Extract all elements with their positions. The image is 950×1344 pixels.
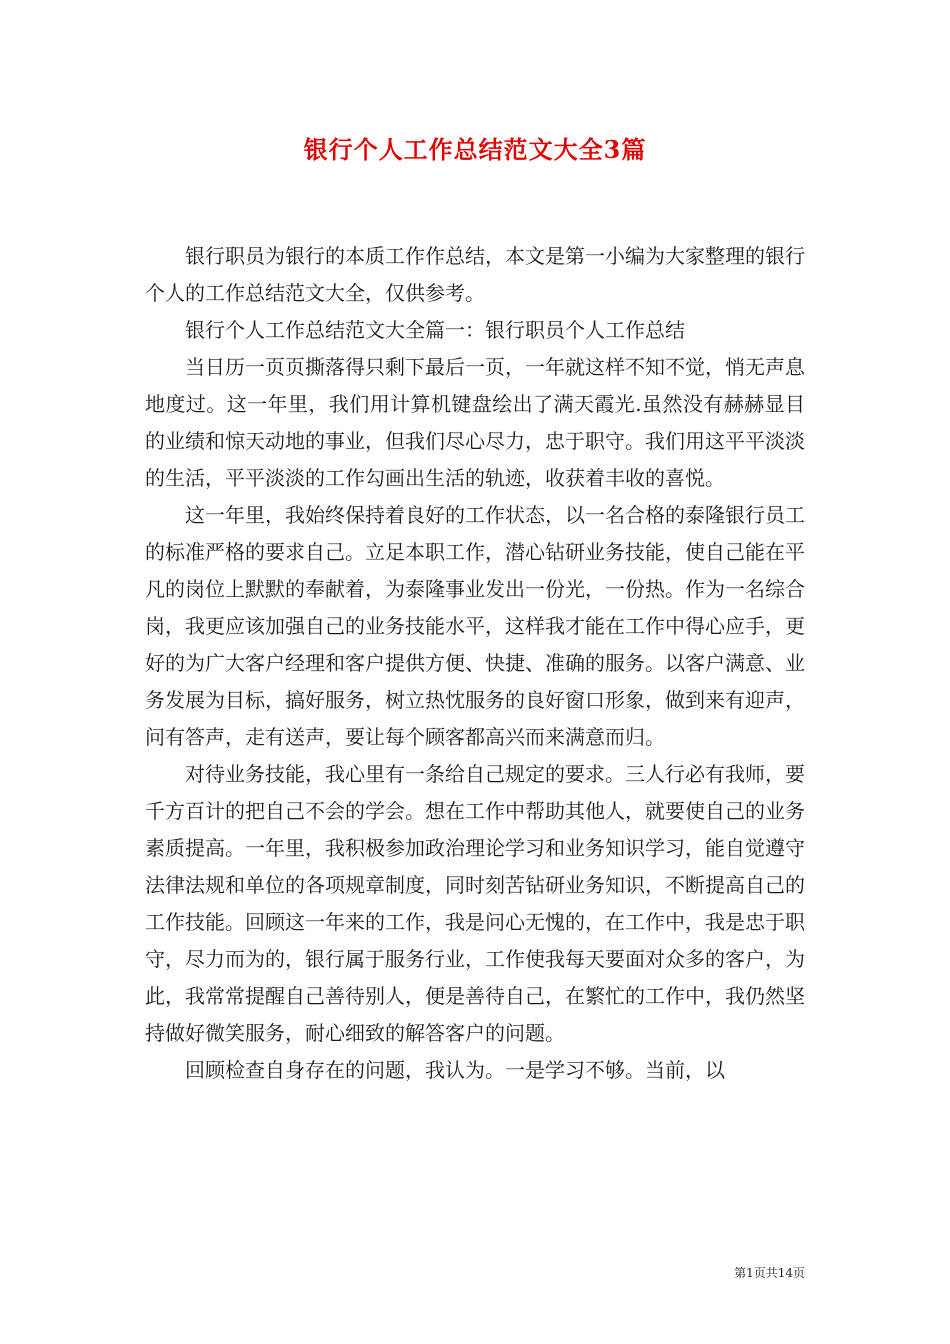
- paragraph-business-skills: 对待业务技能，我心里有一条给自己规定的要求。三人行必有我师，要千方百计的把自己不会的学会。想在工作中帮助其他人，就要使自己的业务素质提高。一年里，我积极参加政治理论学习和业务知识学习，能自觉遵守法律法规和单位的各项规章制度，同时刻苦钻研业务知识，不断提高自己的工作技能。回顾这一年来的工作，我是问心无愧的，在工作中，我是忠于职守，尽力而为的，银行属于服务行业，工作使我每天要面对众多的客户，为此，我常常提醒自己善待别人，便是善待自己，在繁忙的工作中，我仍然坚持做好微笑服务，耐心细致的解答客户的问题。: [145, 762, 805, 1045]
- paragraph-year-end: 当日历一页页撕落得只剩下最后一页，一年就这样不知不觉，悄无声息地度过。这一年里，我们用计算机键盘绘出了满天霞光.虽然没有赫赫显目的业绩和惊天动地的事业，但我们尽心尽力，忠于职守。我们用这平平淡淡的生活，平平淡淡的工作勾画出生活的轨迹，收获着丰收的喜悦。: [145, 355, 805, 490]
- page-number: 第1页共14页: [734, 1266, 805, 1280]
- document-title: 银行个人工作总结范文大全3篇: [303, 135, 647, 164]
- document-body: [145, 238, 805, 1089]
- paragraph-work-state: 这一年里，我始终保持着良好的工作状态，以一名合格的泰隆银行员工的标准严格的要求自己。立足本职工作，潜心钻研业务技能，使自己能在平凡的岗位上默默的奉献着，为泰隆事业发出一份光，一份热。作为一名综合岗，我更应该加强自己的业务技能水平，这样我才能在工作中得心应手，更好的为广大客户经理和客户提供方便、快捷、准确的服务。以客户满意、业务发展为目标，搞好服务，树立热忱服务的良好窗口形象，做到来有迎声，问有答声，走有送声，要让每个顾客都高兴而来满意而归。: [145, 503, 805, 749]
- paragraph-intro: 银行职员为银行的本质工作作总结，本文是第一小编为大家整理的银行个人的工作总结范文大全，仅供参考。: [145, 244, 805, 305]
- paragraph-section-heading: 银行个人工作总结范文大全篇一：银行职员个人工作总结: [185, 318, 685, 342]
- paragraph-review-problems: 回顾检查自身存在的问题，我认为。一是学习不够。当前，以: [185, 1058, 725, 1082]
